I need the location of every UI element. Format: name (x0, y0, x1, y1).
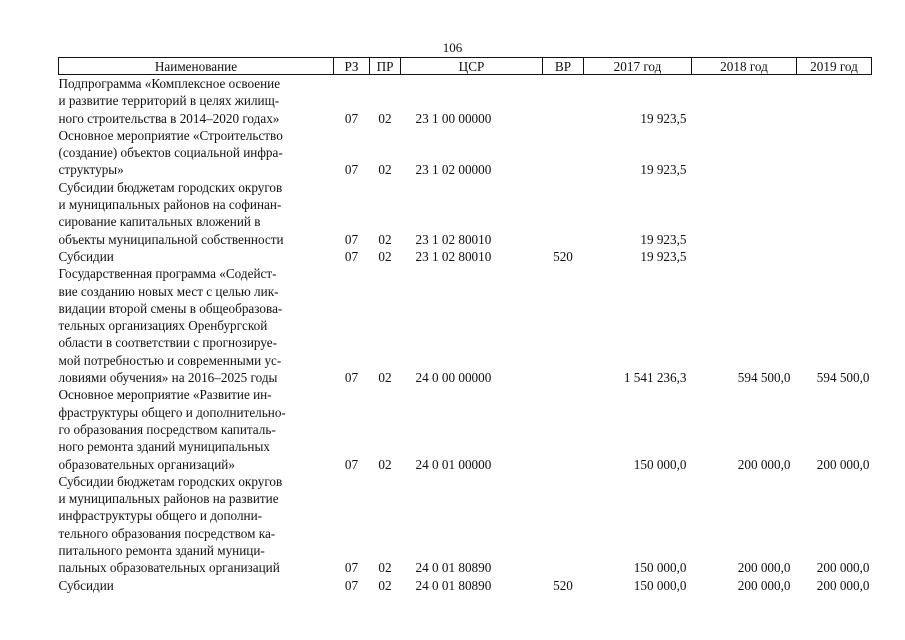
table-row (59, 75, 872, 127)
row-vr (543, 127, 584, 179)
row-rz: 07 (344, 248, 359, 264)
row-csr: 24 0 00 00000 (415, 370, 492, 386)
row-value-2019 (797, 127, 872, 179)
row-name-line: Подпрограмма «Комплексное освоение (58, 76, 281, 91)
row-value-2017: 150 000,0 (633, 577, 687, 593)
row-name-line: ного строительства в 2014–2020 годах» (58, 110, 280, 126)
row-name (59, 577, 334, 594)
row-rz: 07 (344, 456, 359, 472)
row-name-line: Субсидии бюджетам городских округов (58, 179, 283, 195)
row-name-line: и муниципальных районов на развитие (58, 491, 279, 507)
page-number: 106 (442, 40, 463, 55)
row-name-line: (создание) объектов социальной инфра- (58, 145, 283, 161)
row-value-2019 (797, 179, 872, 248)
header-rz: РЗ (334, 58, 370, 75)
row-value-2018 (692, 179, 797, 248)
row-name-line: ного ремонта зданий муниципальных (58, 439, 270, 455)
row-name-line: области в соответствии с прогнозируе- (58, 335, 278, 351)
header-vr: ВР (543, 58, 584, 75)
row-name-line: и муниципальных районов на софинан- (58, 197, 282, 213)
row-value-2017: 19 923,5 (640, 231, 687, 247)
row-csr: 23 1 02 00000 (415, 162, 492, 178)
row-name-line: Основное мероприятие «Развитие ин- (58, 387, 272, 403)
row-value-2018: 200 000,0 (737, 456, 791, 472)
row-name-line: вие созданию новых мест с целью лик- (58, 283, 279, 299)
row-pr: 02 (378, 560, 392, 576)
row-value-2018 (692, 75, 797, 127)
table-row (59, 386, 872, 472)
row-vr (543, 179, 584, 248)
row-value-2019: 200 000,0 (816, 577, 870, 593)
row-rz: 07 (344, 370, 359, 386)
row-name (59, 127, 334, 179)
row-value-2017: 19 923,5 (640, 248, 687, 264)
table-header (59, 58, 872, 75)
row-name-line: тельного образования посредством ка- (58, 525, 276, 541)
row-name (59, 265, 334, 386)
row-name (59, 386, 334, 472)
row-name-line: Субсидии бюджетам городских округов (58, 473, 283, 489)
row-value-2018 (692, 248, 797, 265)
row-name-line: фраструктуры общего и дополнительно- (58, 404, 286, 420)
row-vr: 520 (553, 577, 573, 593)
row-value-2019 (797, 75, 872, 127)
header-row (59, 58, 872, 75)
row-rz: 07 (344, 162, 359, 178)
row-name (59, 75, 334, 127)
row-name-line: Основное мероприятие «Строительство (58, 127, 283, 143)
row-name-line: и развитие территорий в целях жилищ- (58, 93, 280, 109)
row-value-2019: 200 000,0 (816, 456, 870, 472)
table-row (59, 179, 872, 248)
row-vr: 520 (553, 248, 573, 264)
budget-table (58, 57, 872, 594)
header-2019: 2019 год (797, 58, 872, 75)
row-value-2018: 594 500,0 (737, 370, 791, 386)
header-name: Наименование (59, 58, 334, 75)
row-pr: 02 (378, 231, 392, 247)
row-name-line: Субсидии (58, 577, 114, 593)
table-row (59, 265, 872, 386)
row-name-line: видации второй смены в общеобразова- (58, 300, 283, 316)
row-value-2019 (797, 248, 872, 265)
row-value-2017: 150 000,0 (633, 456, 687, 472)
row-vr (543, 473, 584, 577)
row-name (59, 179, 334, 248)
row-name-line: тельных организациях Оренбургской (58, 318, 268, 334)
row-pr: 02 (378, 110, 392, 126)
row-vr (543, 75, 584, 127)
row-rz: 07 (344, 577, 359, 593)
row-name-line: ловиями обучения» на 2016–2025 годы (58, 370, 278, 386)
header-csr: ЦСР (401, 58, 543, 75)
row-pr: 02 (378, 370, 392, 386)
row-name-line: структуры» (58, 162, 124, 178)
row-name-line: питального ремонта зданий муници- (58, 543, 265, 559)
table-row (59, 473, 872, 577)
row-name-line: го образования посредством капиталь- (58, 421, 276, 437)
header-2017: 2017 год (584, 58, 692, 75)
row-name (59, 473, 334, 577)
row-value-2017: 1 541 236,3 (623, 370, 687, 386)
row-name-line: сирование капитальных вложений в (58, 214, 261, 230)
row-name-line: инфраструктуры общего и дополни- (58, 508, 263, 524)
row-rz: 07 (344, 231, 359, 247)
row-name (59, 248, 334, 265)
row-rz: 07 (344, 560, 359, 576)
row-value-2017: 150 000,0 (633, 560, 687, 576)
row-vr (543, 265, 584, 386)
row-name-line: пальных образовательных организаций (58, 560, 280, 576)
row-csr: 24 0 01 00000 (415, 456, 492, 472)
row-rz: 07 (344, 110, 359, 126)
row-value-2019: 200 000,0 (816, 560, 870, 576)
row-value-2018 (692, 127, 797, 179)
row-value-2017: 19 923,5 (640, 162, 687, 178)
row-name-line: объекты муниципальной собственности (58, 231, 284, 247)
row-csr: 24 0 01 80890 (415, 577, 492, 593)
row-name-line: мой потребностью и современными ус- (58, 352, 282, 368)
row-pr: 02 (378, 577, 392, 593)
row-name-line: образовательных организаций» (58, 456, 235, 472)
table-row (59, 577, 872, 594)
row-vr (543, 386, 584, 472)
row-name-line: Субсидии (58, 248, 114, 264)
row-csr: 24 0 01 80890 (415, 560, 492, 576)
row-csr: 23 1 00 00000 (415, 110, 492, 126)
header-2018: 2018 год (692, 58, 797, 75)
table-row (59, 127, 872, 179)
row-name-line: Государственная программа «Содейст- (58, 266, 277, 282)
row-value-2017: 19 923,5 (640, 110, 687, 126)
row-value-2018: 200 000,0 (737, 577, 791, 593)
row-value-2018: 200 000,0 (737, 560, 791, 576)
table-body (59, 75, 872, 594)
row-pr: 02 (378, 248, 392, 264)
row-value-2019: 594 500,0 (816, 370, 870, 386)
row-pr: 02 (378, 162, 392, 178)
row-csr: 23 1 02 80010 (415, 231, 492, 247)
row-pr: 02 (378, 456, 392, 472)
table-row (59, 248, 872, 265)
header-pr: ПР (370, 58, 401, 75)
row-csr: 23 1 02 80010 (415, 248, 492, 264)
